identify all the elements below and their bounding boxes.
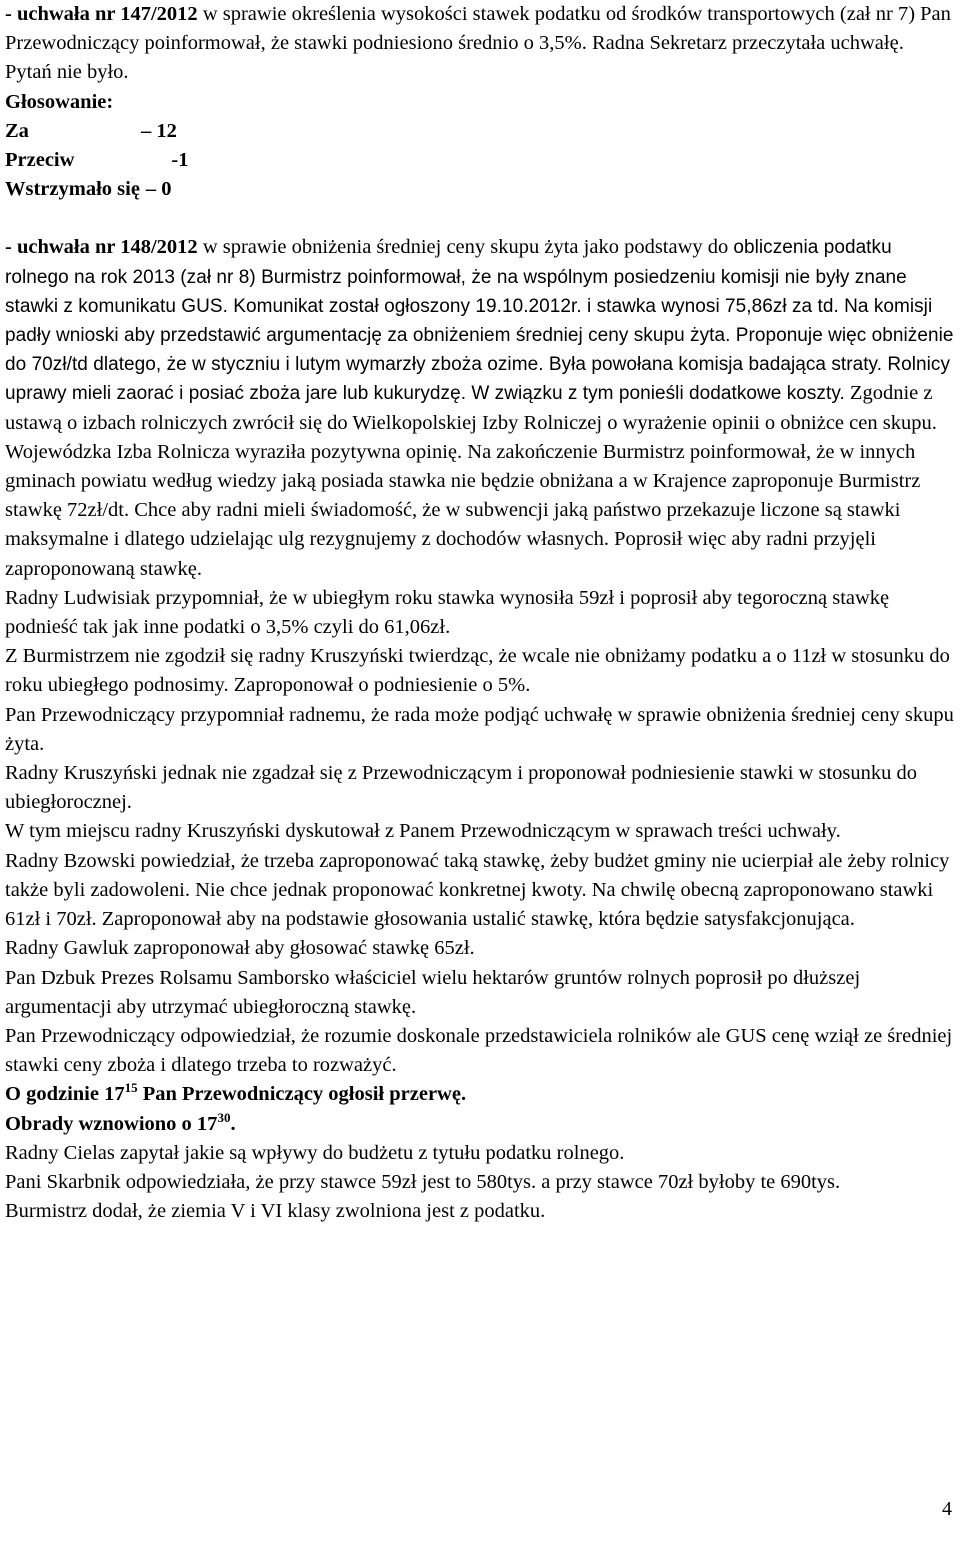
paragraph-kruszynski-2: Radny Kruszyński jednak nie zgadzał się z Przewodniczącym i proponował podniesienie stawki w stosunku do ubiegłorocznej. [5,762,918,814]
paragraph-ludwisiak: Radny Ludwisiak przypomniał, że w ubiegłym roku stawka wynosiła 59zł i poprosił aby tegoroczną stawkę podnieść tak jak inne podatki o 3,5% czyli do 61,06zł. [5,586,890,639]
resolution-148-title: - uchwała nr 148/2012 [5,236,198,259]
break-announcement: O godzinie $17^{15}$ Pan Przewodniczący ogłosił przerwę. [5,1080,467,1106]
paragraph-burmistrz: Burmistrz dodał, że ziemia V i VI klasy zwolniona jest z podatku. [5,1200,546,1223]
paragraph-gawluk: Radny Gawluk zaproponował aby głosować stawkę 65zł. [5,937,475,960]
vote-przeciw: Przeciw -1 [5,149,189,172]
paragraph-cielas: Radny Cielas zapytał jakie są wpływy do budżetu z tytułu podatku rolnego. [5,1141,625,1164]
page-number: 4 [942,1498,952,1520]
document-page [5,0,955,1226]
resolution-148-text-b: obliczenia podatku rolnego na rok 2013 (zał nr 8) Burmistrz poinformował, że na wspólnym posiedzeniu komisji nie były znane stawki z komunikatu GUS. Komunikat został ogłoszony 19.10.2012r. i stawka wynosi 75,86zł za td. Na komisji padły wnioski aby przedstawić argumentację za obniżeniem średniej ceny skupu żyta. Proponuje więc obniżenie do 70zł/td dlatego, że w styczniu i lutym wymarzły zboża ozime. Była powołana komisja badająca straty. Rolnicy uprawy mieli zaorać i posiać zboża jare lub kukurydzę. W związku z tym ponieśli dodatkowe koszty. [5,237,954,405]
resume-announcement: Obrady wznowiono o $17^{30}$. [5,1109,236,1135]
resolution-148-text-c: Zgodnie z ustawą o izbach rolniczych zwrócił się do Wielkopolskiej Izby Rolniczej o wyrażenie opinii o obniżce cen skupu. Wojewódzka Izba Rolnicza wyraziła pozytywna opinię. Na zakończenie Burmistrz poinformował, że w innych gminach powiatu według wiedzy jaką posiada stawka nie będzie obniżana a w Krajence zaproponuje Burmistrz stawkę 72zł/dt. Chce aby radni mieli świadomość, że w subwencji jaką państwo przekazuje liczone są stawki maksymalne i dlatego udzielając ulg rezygnujemy z dochodów własnych. Poprosił więc aby radni przyjęli zaproponowaną stawkę. [5,382,937,580]
vote-wstrzymalo: Wstrzymało się – 0 [5,178,172,201]
resolution-148-paragraph [5,233,955,583]
paragraph-skarbnik: Pani Skarbnik odpowiedziała, że przy stawce 59zł jest to 580tys. a przy stawce 70zł byłoby te 690tys. [5,1170,841,1193]
paragraph-przewodniczacy-2: Pan Przewodniczący odpowiedział, że rozumie doskonale przedstawiciela rolników ale GUS cenę wziął ze średniej stawki ceny zboża i dlatego trzeba to rozważyć. [5,1024,953,1077]
paragraph-dzbuk: Pan Dzbuk Prezes Rolsamu Samborsko właściciel wielu hektarów gruntów rolnych poprosił po dłuższej argumentacji aby utrzymać ubiegłoroczną stawkę. [5,966,861,1018]
vote-za: Za – 12 [5,119,177,142]
questions-line: Pytań nie było. [5,61,129,84]
resolution-147-text: w sprawie określenia wysokości stawek podatku od środków transportowych (zał nr 7) Pan Przewodniczący poinformował, że stawki podniesiono średnio o 3,5%. Radna Sekretarz przeczytała uchwałę. [5,3,951,55]
paragraph-kruszynski-1: Z Burmistrzem nie zgodził się radny Kruszyński twierdząc, że wcale nie obniżamy podatku a o 11zł w stosunku do roku ubiegłego podnosimy. Zaproponował o podniesienie o 5%. [5,645,950,697]
resolution-148-text-a: w sprawie obniżenia średniej ceny skupu żyta jako podstawy do [197,236,729,259]
resolution-147-paragraph [5,0,955,58]
resolution-147-title: - uchwała nr 147/2012 [5,3,198,25]
paragraph-kruszynski-3: W tym miejscu radny Kruszyński dyskutował z Panem Przewodniczącym w sprawach treści uchwały. [5,820,841,843]
paragraph-bzowski: Radny Bzowski powiedział, że trzeba zaproponować taką stawkę, żeby budżet gminy nie ucierpiał ale żeby rolnicy także byli zadowoleni. Nie chce jednak proponować konkretnej kwoty. Na chwilę obecną zaproponowano stawki 61zł i 70zł. Zaproponował aby na podstawie głosowania ustalić stawkę, która będzie satysfakcjonująca. [5,849,950,931]
voting-label: Głosowanie: [5,90,114,113]
paragraph-przewodniczacy-1: Pan Przewodniczący przypomniał radnemu, że rada może podjąć uchwałę w sprawie obniżenia średniej ceny skupu żyta. [5,703,954,755]
